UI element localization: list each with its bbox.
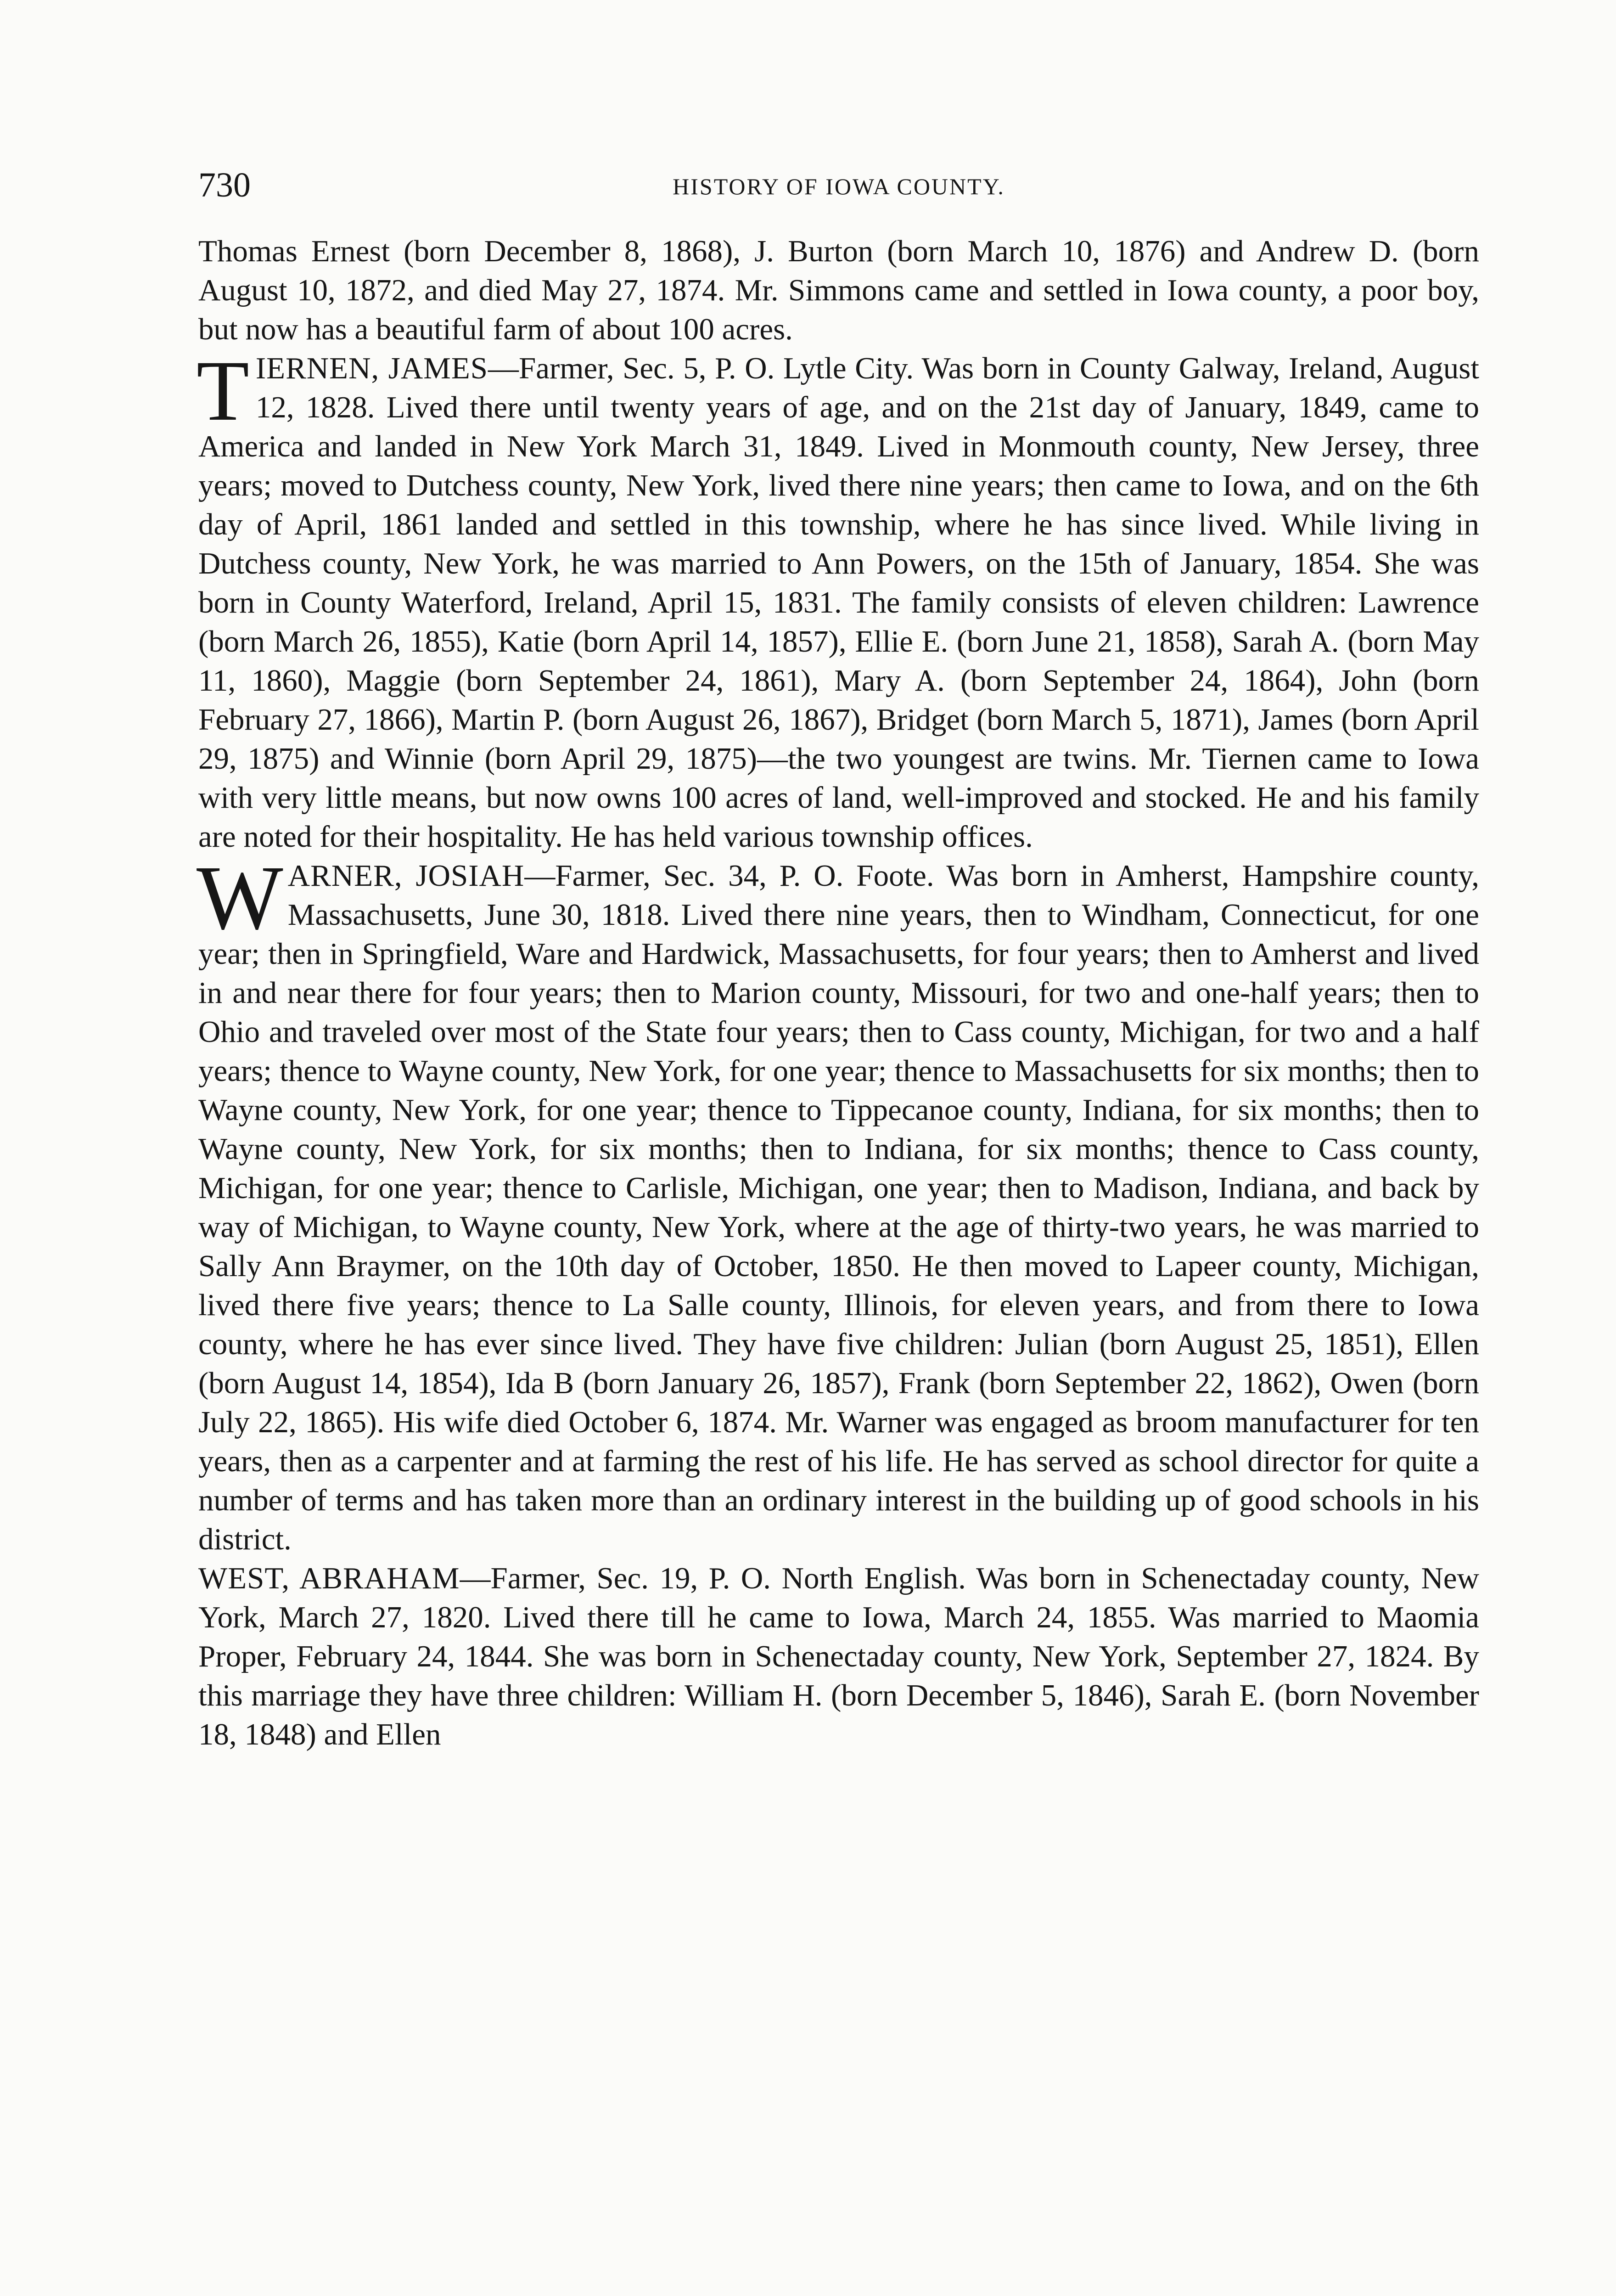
drop-cap-initial: W <box>196 847 283 949</box>
entry-name: IERNEN, JAMES <box>255 351 488 385</box>
entry-warner <box>196 847 1479 1559</box>
running-head: HISTORY OF IOWA COUNTY. <box>673 174 1005 199</box>
page-number: 730 <box>198 166 251 204</box>
entry-name: ARNER, JOSIAH <box>287 859 525 893</box>
drop-cap-initial: T <box>196 343 249 439</box>
entry-tiernen <box>196 343 1479 856</box>
entry-text: —Farmer, Sec. 19, P. O. North English. Was born in Schenectaday county, New York, March 27, 1820. Lived there till he came to Iowa, March 24, 1855. Was married to Maomia Proper, February 24, 1844. She was born in Schenectaday county, New York, September 27, 1824. By this marriage they have three children: William H. (born December 5, 1846), Sarah E. (born November 18, 1848) and Ellen <box>198 1561 1479 1751</box>
entry-text: —Farmer, Sec. 34, P. O. Foote. Was born in Amherst, Hampshire county, Massachusetts, June 30, 1818. Lived there nine years, then to Windham, Connecticut, for one year; then in Springfield, Ware and Hardwick, Massachusetts, for four years; then to Amherst and lived in and near there for four years; then to Marion county, Missouri, for two and one-half years; then to Ohio and traveled over most of the State four years; then to Cass county, Michigan, for two and a half years; thence to Wayne county, New York, for one year; thence to Massachusetts for six months; then to Wayne county, New York, for one year; thence to Tippecanoe county, Indiana, for six months; then to Wayne county, New York, for six months; then to Indiana, for six months; thence to Cass county, Michigan, for one year; thence to Carlisle, Michigan, one year; then to Madison, Indiana, and back by way of Michigan, to Wayne county, New York, where at the age of thirty-two years, he was married to Sally Ann Braymer, on the 10th day of October, 1850. He then moved to Lapeer county, Michigan, lived there five years; thence to La Salle county, Illinois, for eleven years, and from there to Iowa county, where he has ever since lived. They have five children: Julian (born August 25, 1851), Ellen (born August 14, 1854), Ida B (born January 26, 1857), Frank (born September 22, 1862), Owen (born July 22, 1865). His wife died October 6, 1874. Mr. Warner was engaged as broom manufacturer for ten years, then as a carpenter and at farming the rest of his life. He has served as school director for quite a number of terms and has taken more than an ordinary interest in the building up of good schools in his district. <box>198 859 1479 1556</box>
page-body <box>198 232 1479 1754</box>
page-header <box>198 164 1479 206</box>
intro-paragraph: Thomas Ernest (born December 8, 1868), J. Burton (born March 10, 1876) and Andrew D. (born August 10, 1872, and died May 27, 1874. Mr. Simmons came and settled in Iowa county, a poor boy, but now has a beautiful farm of about 100 acres. <box>198 234 1479 346</box>
entry-west <box>198 1559 1479 1754</box>
entry-text: —Farmer, Sec. 5, P. O. Lytle City. Was born in County Galway, Ireland, August 12, 1828. Lived there until twenty years of age, and on the 21st day of January, 1849, came to America and landed in New York March 31, 1849. Lived in Monmouth county, New Jersey, three years; moved to Dutchess county, New York, lived there nine years; then came to Iowa, and on the 6th day of April, 1861 landed and settled in this township, where he has since lived. While living in Dutchess county, New York, he was married to Ann Powers, on the 15th of January, 1854. She was born in County Waterford, Ireland, April 15, 1831. The family consists of eleven children: Lawrence (born March 26, 1855), Katie (born April 14, 1857), Ellie E. (born June 21, 1858), Sarah A. (born May 11, 1860), Maggie (born September 24, 1861), Mary A. (born September 24, 1864), John (born February 27, 1866), Martin P. (born August 26, 1867), Bridget (born March 5, 1871), James (born April 29, 1875) and Winnie (born April 29, 1875)—the two youngest are twins. Mr. Tiernen came to Iowa with very little means, but now owns 100 acres of land, well-improved and stocked. He and his family are noted for their hospitality. He has held various township offices. <box>198 351 1479 854</box>
entry-name: WEST, ABRAHAM <box>198 1561 460 1595</box>
